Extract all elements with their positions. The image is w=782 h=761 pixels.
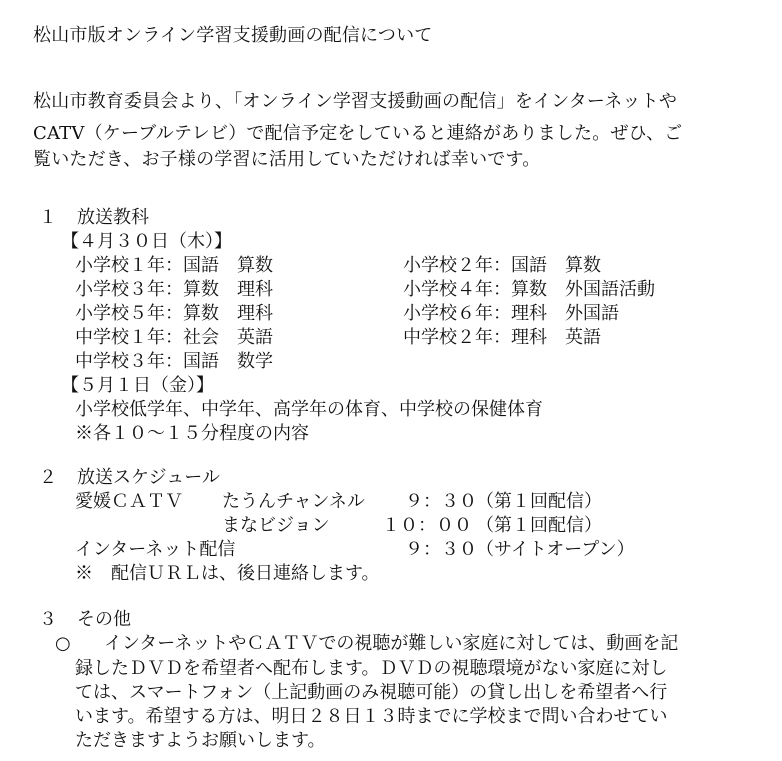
document-title: 松山市版オンライン学習支援動画の配信について [33,25,433,46]
schedule-item: 小学校２年：国語 算数 [403,255,601,276]
broadcast-provider: 愛媛ＣＡＴＶ [75,491,183,512]
broadcast-time: ９：３０ [405,491,477,512]
bullet-icon: ○ [55,633,71,654]
schedule-item: 中学校１年：社会 英語 [75,327,273,348]
day2-label: 【５月１日（金）】 [61,375,214,396]
schedule-item: 小学校５年：算数 理科 [75,303,273,324]
schedule-item: 小学校１年：国語 算数 [75,255,273,276]
day2-line: 小学校低学年、中学年、高学年の体育、中学校の保健体育 [75,399,543,420]
section-3-number: ３ [39,609,57,630]
section-1-number: １ [39,207,57,228]
intro-line-1: 松山市教育委員会より、「オンライン学習支援動画の配信」をインターネットや [33,91,678,112]
intro-line-2: CATV（ケーブルテレビ）で配信予定をしていると連絡がありました。ぜひ、ご [33,123,683,144]
broadcast-time: １０：００ [382,515,472,536]
day2-note: ※各１０～１５分程度の内容 [75,423,309,444]
other-line-4: います。希望する方は、明日２８日１３時までに学校まで問い合わせてい [75,706,668,727]
other-line-2: 録したＤＶＤを希望者へ配布します。ＤＶＤの視聴環境がない家庭に対し [75,658,668,679]
intro-line-3: 覧いただき、お子様の学習に活用していただければ幸いです。 [33,149,541,170]
broadcast-note: （第１回配信） [476,491,602,512]
section-2-heading: 放送スケジュール [77,467,220,488]
other-line-5: ただきますようお願いします。 [75,730,326,751]
schedule-footnote: ※ 配信ＵＲＬは、後日連絡します。 [75,563,380,584]
broadcast-note: （第１回配信） [476,515,602,536]
schedule-item: 小学校３年：算数 理科 [75,279,273,300]
schedule-item: 小学校６年：理科 外国語 [403,303,619,324]
day1-label: 【４月３０日（木）】 [61,231,232,252]
other-line-1: インターネットやＣＡＴＶでの視聴が難しい家庭に対しては、動画を記 [104,633,679,654]
broadcast-channel: まなビジョン [222,515,330,536]
other-line-3: ては、スマートフォン（上記動画のみ視聴可能）の貸し出しを希望者へ行 [75,682,668,703]
broadcast-provider: インターネット配信 [75,539,236,560]
broadcast-channel: たうんチャンネル [222,491,365,512]
broadcast-time: ９：３０ [405,539,477,560]
broadcast-note: （サイトオープン） [476,539,635,560]
section-3-heading: その他 [77,609,131,630]
section-2-number: ２ [39,467,57,488]
schedule-item: 中学校３年：国語 数学 [75,351,273,372]
schedule-item: 小学校４年：算数 外国語活動 [403,279,655,300]
schedule-item: 中学校２年：理科 英語 [403,327,601,348]
section-1-heading: 放送教科 [77,207,149,228]
